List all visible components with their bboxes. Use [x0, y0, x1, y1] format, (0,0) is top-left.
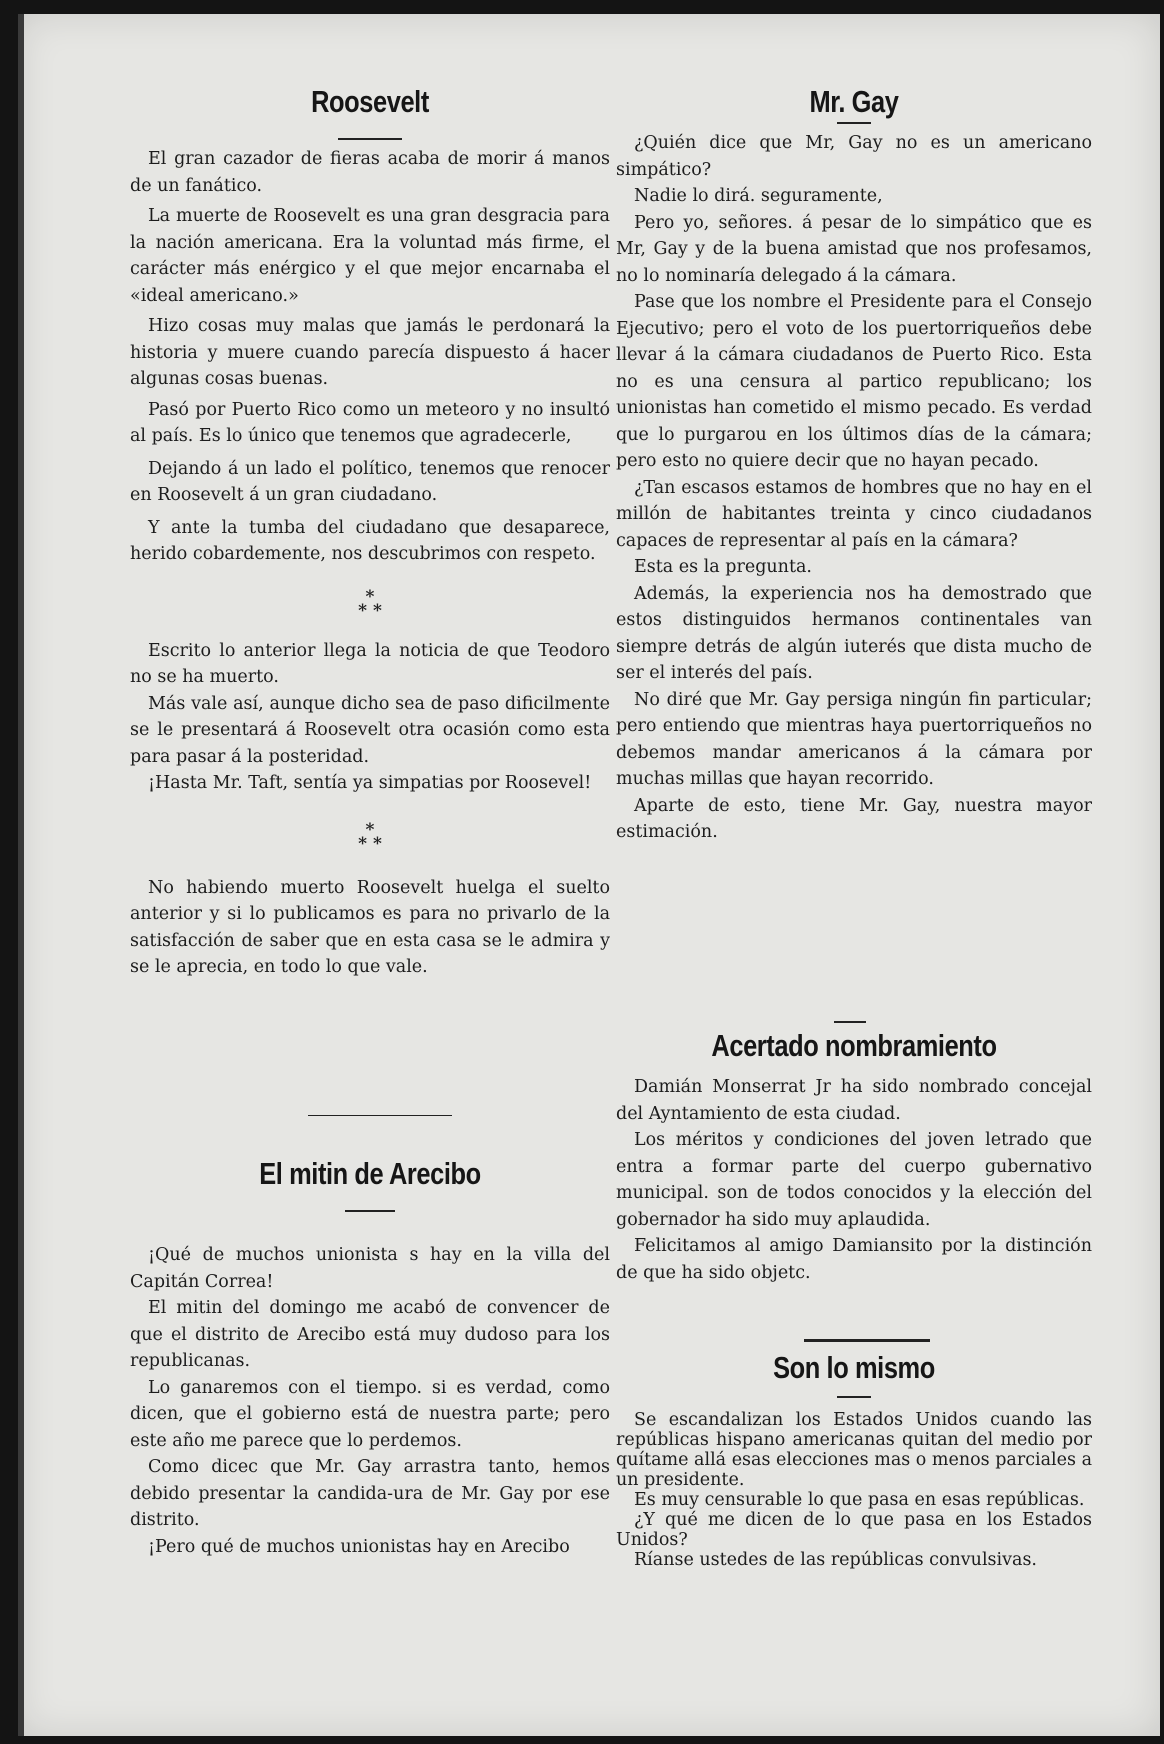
title-rule — [837, 1396, 871, 1398]
title-rule — [338, 138, 402, 140]
paragraph: ¿Y qué me dicen de lo que pasa en los Estados Unidos? — [616, 1510, 1092, 1550]
article-title: El mitin de Arecibo — [259, 1156, 481, 1191]
paragraph: Y ante la tumba del ciudadano que desaparece, herido cobardemente, nos descubrimos con respeto. — [130, 517, 610, 564]
title-rule — [345, 1210, 395, 1212]
paragraph: Lo ganaremos con el tiempo. si es verdad, como dicen, que el gobierno está de nuestra parte; pero este año me parece que lo perdemos. — [130, 1377, 610, 1451]
paragraph: Felicitamos al amigo Damiansito por la distinción de que ha sido objetc. — [616, 1236, 1092, 1283]
section-divider — [834, 1021, 866, 1023]
paragraph: Pero yo, señores. á pesar de lo simpático que es Mr, Gay y de la buena amistad que nos profesamos, no lo nominaría delegado á la cámara. — [616, 212, 1092, 286]
article-acertado — [616, 1028, 1092, 1286]
paragraph: Más vale así, aunque dicho sea de paso dificilmente se le presentará á Roosevelt otra ocasión como esta para pasar á la posteridad. — [130, 693, 610, 767]
paragraph: ¡Qué de muchos unionista s hay en la villa del Capitán Correa! — [130, 1245, 610, 1292]
paragraph: Es muy censurable lo que pasa en esas repúblicas. — [634, 1490, 1085, 1510]
paragraph: Aparte de esto, tiene Mr. Gay, nuestra mayor estimación. — [616, 795, 1092, 842]
article-roosevelt — [130, 84, 610, 981]
paragraph: Los méritos y condiciones del joven letrado que entra a formar parte del cuerpo gubernativo municipal. son de todos conocidos y la elección del gobernador ha sido muy aplaudida. — [616, 1130, 1092, 1230]
article-mr-gay — [616, 84, 1092, 846]
binding-edge — [18, 14, 24, 1736]
article-title: Roosevelt — [311, 84, 429, 119]
paragraph: Pasó por Puerto Rico como un meteoro y no insultó al país. Es lo único que tenemos que agradecerle, — [130, 399, 610, 446]
paragraph: Damián Monserrat Jr ha sido nombrado concejal del Ayntamiento de esta ciudad. — [616, 1077, 1092, 1124]
section-divider — [804, 1339, 930, 1342]
article-mitin — [130, 1156, 610, 1560]
paragraph: ¡Hasta Mr. Taft, sentía ya simpatias por Roosevel! — [148, 773, 592, 793]
asterism-separator: * * * — [358, 819, 382, 854]
title-rule — [837, 122, 871, 124]
paragraph: El mitin del domingo me acabó de convencer de que el distrito de Arecibo está muy dudoso para los republicanas. — [130, 1298, 610, 1371]
paragraph: No diré que Mr. Gay persiga ningún fin particular; pero entiendo que mientras haya puertorriqueños no debemos mandar americanos á la cámara por muchas millas que hayan recorrido. — [616, 689, 1092, 789]
paragraph: Ríanse ustedes de las repúblicas convulsivas. — [634, 1550, 1037, 1570]
article-title: Mr. Gay — [809, 84, 899, 119]
article-title: Acertado nombramiento — [711, 1028, 997, 1063]
paragraph: Pase que los nombre el Presidente para el Consejo Ejecutivo; pero el voto de los puertorriqueños debe llevar á la cámara ciudadanos de Puerto Rico. Esta no es una censura al partico republicano; los unionistas han cometido el mismo pecado. Es verdad que lo purgarou en los últimos días de la cámara; pero esto no quiere decir que no hayan pecado. — [616, 292, 1092, 471]
newspaper-page — [18, 14, 1160, 1736]
paragraph: No habiendo muerto Roosevelt huelga el suelto anterior y si lo publicamos es para no privarlo de la satisfacción de saber que en esta casa se le admira y se le aprecia, en todo lo que vale. — [130, 877, 610, 977]
paragraph: ¿Tan escasos estamos de hombres que no hay en el millón de habitantes treinta y cinco ciudadanos capaces de representar al país en la cámara? — [616, 477, 1092, 551]
paragraph: La muerte de Roosevelt es una gran desgracia para la nación americana. Era la voluntad más firme, el carácter más enérgico y el que mejor encarnaba el «ideal americano.» — [130, 206, 610, 306]
paragraph: Como dicec que Mr. Gay arrastra tanto, hemos debido presentar la candida-ura de Mr. Gay por ese distrito. — [130, 1457, 610, 1530]
paragraph: Escrito lo anterior llega la noticia de que Teodoro no se ha muerto. — [130, 640, 610, 687]
paragraph: Dejando á un lado el político, tenemos que renocer en Roosevelt á un gran ciudadano. — [130, 458, 610, 505]
asterism-separator: * * * — [358, 586, 382, 621]
paragraph: Se escandalizan los Estados Unidos cuando las repúblicas hispano americanas quitan del medio por quítame allá esas elecciones mas o menos parciales a un presidente. — [616, 1410, 1092, 1490]
paragraph: Esta es la pregunta. — [634, 557, 812, 577]
paragraph: El gran cazador de fieras acaba de morir á manos de un fanático. — [130, 149, 610, 196]
paragraph: Además, la experiencia nos ha demostrado que estos distinguidos hermanos continentales van siempre detrás de algún iuterés que dista mucho de ser el interés del país. — [616, 583, 1092, 683]
paragraph: Hizo cosas muy malas que jamás le perdonará la historia y muere cuando parecía dispuesto á hacer algunas cosas buenas. — [130, 316, 610, 389]
paragraph: ¡Pero qué de muchos unionistas hay en Arecibo — [148, 1536, 570, 1557]
article-son-lo-mismo — [616, 1350, 1092, 1570]
article-title: Son lo mismo — [773, 1350, 935, 1385]
paragraph: Nadie lo dirá. seguramente, — [634, 186, 883, 206]
paragraph: ¿Quién dice que Mr, Gay no es un americano simpático? — [616, 133, 1092, 180]
section-divider — [308, 1115, 452, 1116]
